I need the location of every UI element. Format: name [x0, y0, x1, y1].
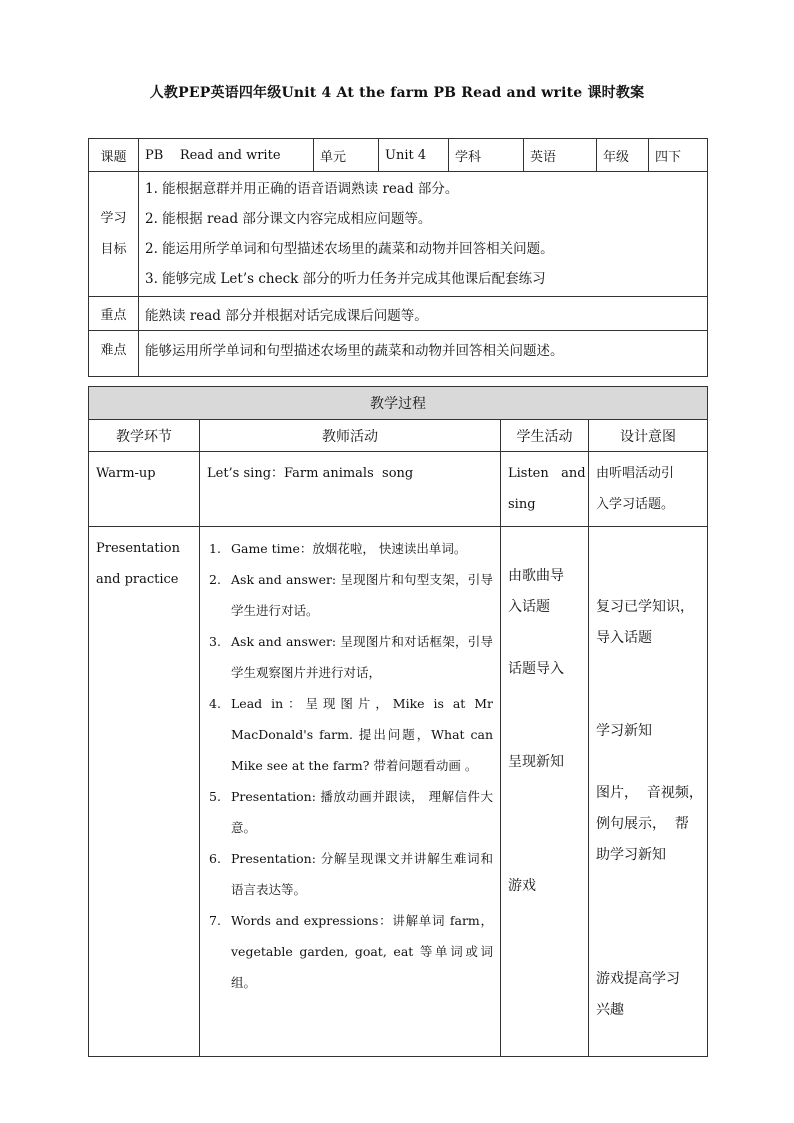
design-intent: 游戏提高学习 [596, 971, 680, 987]
goal-item: 3. 能够完成 Let’s check 部分的听力任务并完成其他课后配套练习 [145, 271, 546, 287]
step-item [207, 905, 493, 998]
step-number: 4. [209, 696, 221, 711]
design-intent: 学习新知 [596, 723, 652, 739]
design-intent: 图片， 音视频， [596, 785, 703, 801]
warmup-teacher: Let’s sing：Farm animals song [200, 452, 501, 527]
process-band-title: 教学过程 [89, 387, 708, 420]
step-number: 7. [209, 913, 221, 928]
step-number: 5. [209, 789, 221, 804]
design-intent: 复习已学知识， [596, 599, 694, 615]
process-band [89, 387, 708, 420]
goal-item: 2. 能根据 read 部分课文内容完成相应问题等。 [145, 211, 432, 227]
goals-label [89, 172, 139, 297]
grade-value: 四下 [649, 139, 708, 172]
step-text: Words and expressions：讲解单词 farm，vegetable garden, goat, eat 等单词或词组。 [231, 913, 493, 990]
step-text: Presentation: 分解呈现课文并讲解生难词和语言表达等。 [231, 851, 493, 897]
presentation-stage-line-1: Presentation [96, 541, 180, 556]
step-item [207, 564, 493, 626]
goals-label-line-1: 学习 [100, 211, 127, 226]
topic-label: 课题 [89, 139, 139, 172]
warmup-stage: Warm-up [89, 452, 200, 527]
step-number: 1. [209, 541, 221, 556]
goals-list [139, 172, 708, 297]
unit-label: 单元 [314, 139, 379, 172]
student-activity: 由歌曲导 [508, 568, 564, 584]
topic-value: PB Read and write [139, 139, 314, 172]
student-activity: 呈现新知 [508, 754, 564, 770]
presentation-intent [589, 527, 708, 1057]
header-student: 学生活动 [501, 420, 589, 452]
goals-label-line-2: 目标 [100, 242, 127, 257]
header-stage: 教学环节 [89, 420, 200, 452]
step-text: Ask and answer: 呈现图片和对话框架，引导学生观察图片并进行对话， [231, 634, 493, 680]
step-item [207, 626, 493, 688]
step-text: Lead in：呈现图片，Mike is at Mr MacDonald's farm. 提出问题，What can Mike see at the farm? 带着问题看动画 。 [231, 696, 493, 773]
student-activity: 话题导入 [508, 661, 564, 677]
key-points-value: 能熟读 read 部分并根据对话完成课后问题等。 [139, 297, 708, 331]
page-title: 人教PEP英语四年级Unit 4 At the farm PB Read and write 课时教案 [149, 85, 645, 101]
teaching-process-table [88, 386, 708, 1057]
student-activity: 入话题 [508, 599, 550, 615]
key-points-label: 重点 [89, 297, 139, 331]
info-row-topic [89, 139, 708, 172]
design-intent: 助学习新知 [596, 847, 666, 863]
info-row-key-points [89, 297, 708, 331]
step-number: 3. [209, 634, 221, 649]
info-row-difficulties [89, 331, 708, 377]
header-intent: 设计意图 [589, 420, 708, 452]
unit-value: Unit 4 [379, 139, 449, 172]
presentation-student [501, 527, 589, 1057]
presentation-teacher [200, 527, 501, 1057]
step-item [207, 781, 493, 843]
warmup-intent-line-2: 入学习话题。 [596, 497, 675, 512]
warmup-student-line-2: sing [508, 497, 536, 512]
warmup-intent [589, 452, 708, 527]
student-activity: 游戏 [508, 878, 536, 894]
step-item [207, 843, 493, 905]
design-intent: 例句展示， 帮 [596, 816, 689, 832]
grade-label: 年级 [597, 139, 649, 172]
presentation-row [89, 527, 708, 1057]
info-row-goals [89, 172, 708, 297]
step-text: Game time：放烟花啦， 快速读出单词。 [231, 541, 467, 556]
warmup-row [89, 452, 708, 527]
step-number: 6. [209, 851, 221, 866]
step-item [207, 688, 493, 781]
step-number: 2. [209, 572, 221, 587]
goal-item: 1. 能根据意群并用正确的语音语调熟读 read 部分。 [145, 181, 459, 197]
header-teacher: 教师活动 [200, 420, 501, 452]
subject-label: 学科 [449, 139, 524, 172]
warmup-student-line-1: Listen and [508, 466, 586, 481]
presentation-stage-line-2: and practice [96, 572, 179, 587]
step-item [207, 533, 493, 564]
step-text: Ask and answer: 呈现图片和句型支架，引导学生进行对话。 [231, 572, 493, 618]
process-header-row [89, 420, 708, 452]
subject-value: 英语 [524, 139, 597, 172]
goal-item: 2. 能运用所学单词和句型描述农场里的蔬菜和动物并回答相关问题。 [145, 241, 554, 257]
warmup-intent-line-1: 由听唱活动引 [596, 466, 675, 481]
presentation-stage [89, 527, 200, 1057]
design-intent: 导入话题 [596, 630, 652, 646]
warmup-student [501, 452, 589, 527]
difficulties-label: 难点 [89, 331, 139, 377]
lesson-info-table [88, 138, 708, 377]
difficulties-value: 能够运用所学单词和句型描述农场里的蔬菜和动物并回答相关问题述。 [139, 331, 708, 377]
design-intent: 兴趣 [596, 1002, 624, 1018]
step-text: Presentation: 播放动画并跟读， 理解信件大意。 [231, 789, 493, 835]
